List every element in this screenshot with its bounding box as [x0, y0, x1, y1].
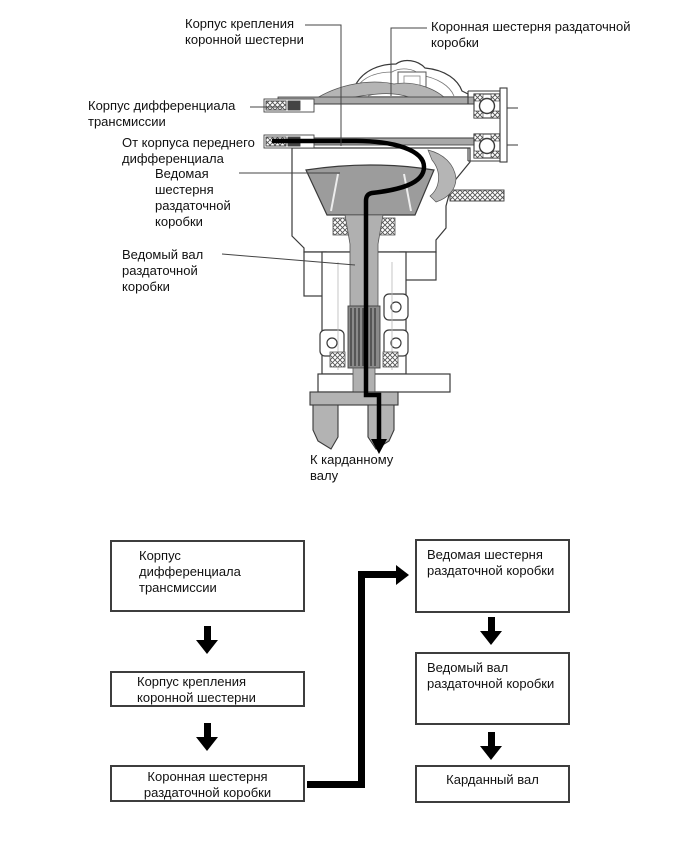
flow-box-transfer-driven-gear: Ведомая шестерня раздаточной коробки: [415, 539, 570, 613]
right-arrow-icon: [396, 565, 409, 585]
down-arrow-icon: [196, 626, 218, 654]
flow-box-transmission-diff-case: Корпус дифференциала трансмиссии: [110, 540, 305, 612]
flow-box-ring-gear-mount-case: Корпус крепления коронной шестерни: [110, 671, 305, 707]
label-ring-gear-mount-case: Корпус крепления коронной шестерни: [185, 16, 304, 47]
flow-box-propeller-shaft: Карданный вал: [415, 765, 570, 803]
down-arrow-icon: [480, 732, 502, 760]
label-transmission-diff-case: Корпус дифференциала трансмиссии: [88, 98, 236, 129]
flow-box-transfer-driven-shaft: Ведомый вал раздаточной коробки: [415, 652, 570, 725]
label-transfer-driven-gear: Ведомая шестерня раздаточной коробки: [155, 166, 231, 229]
label-from-front-diff-case: От корпуса переднего дифференциала: [122, 135, 255, 166]
flow-box-transfer-ring-gear: Коронная шестерня раздаточной коробки: [110, 765, 305, 802]
down-arrow-icon: [196, 723, 218, 751]
label-transfer-driven-shaft: Ведомый вал раздаточной коробки: [122, 247, 204, 294]
down-arrow-icon: [480, 617, 502, 645]
label-to-propeller-shaft: К карданному валу: [310, 452, 394, 483]
label-transfer-ring-gear: Коронная шестерня раздаточной коробки: [431, 19, 631, 50]
